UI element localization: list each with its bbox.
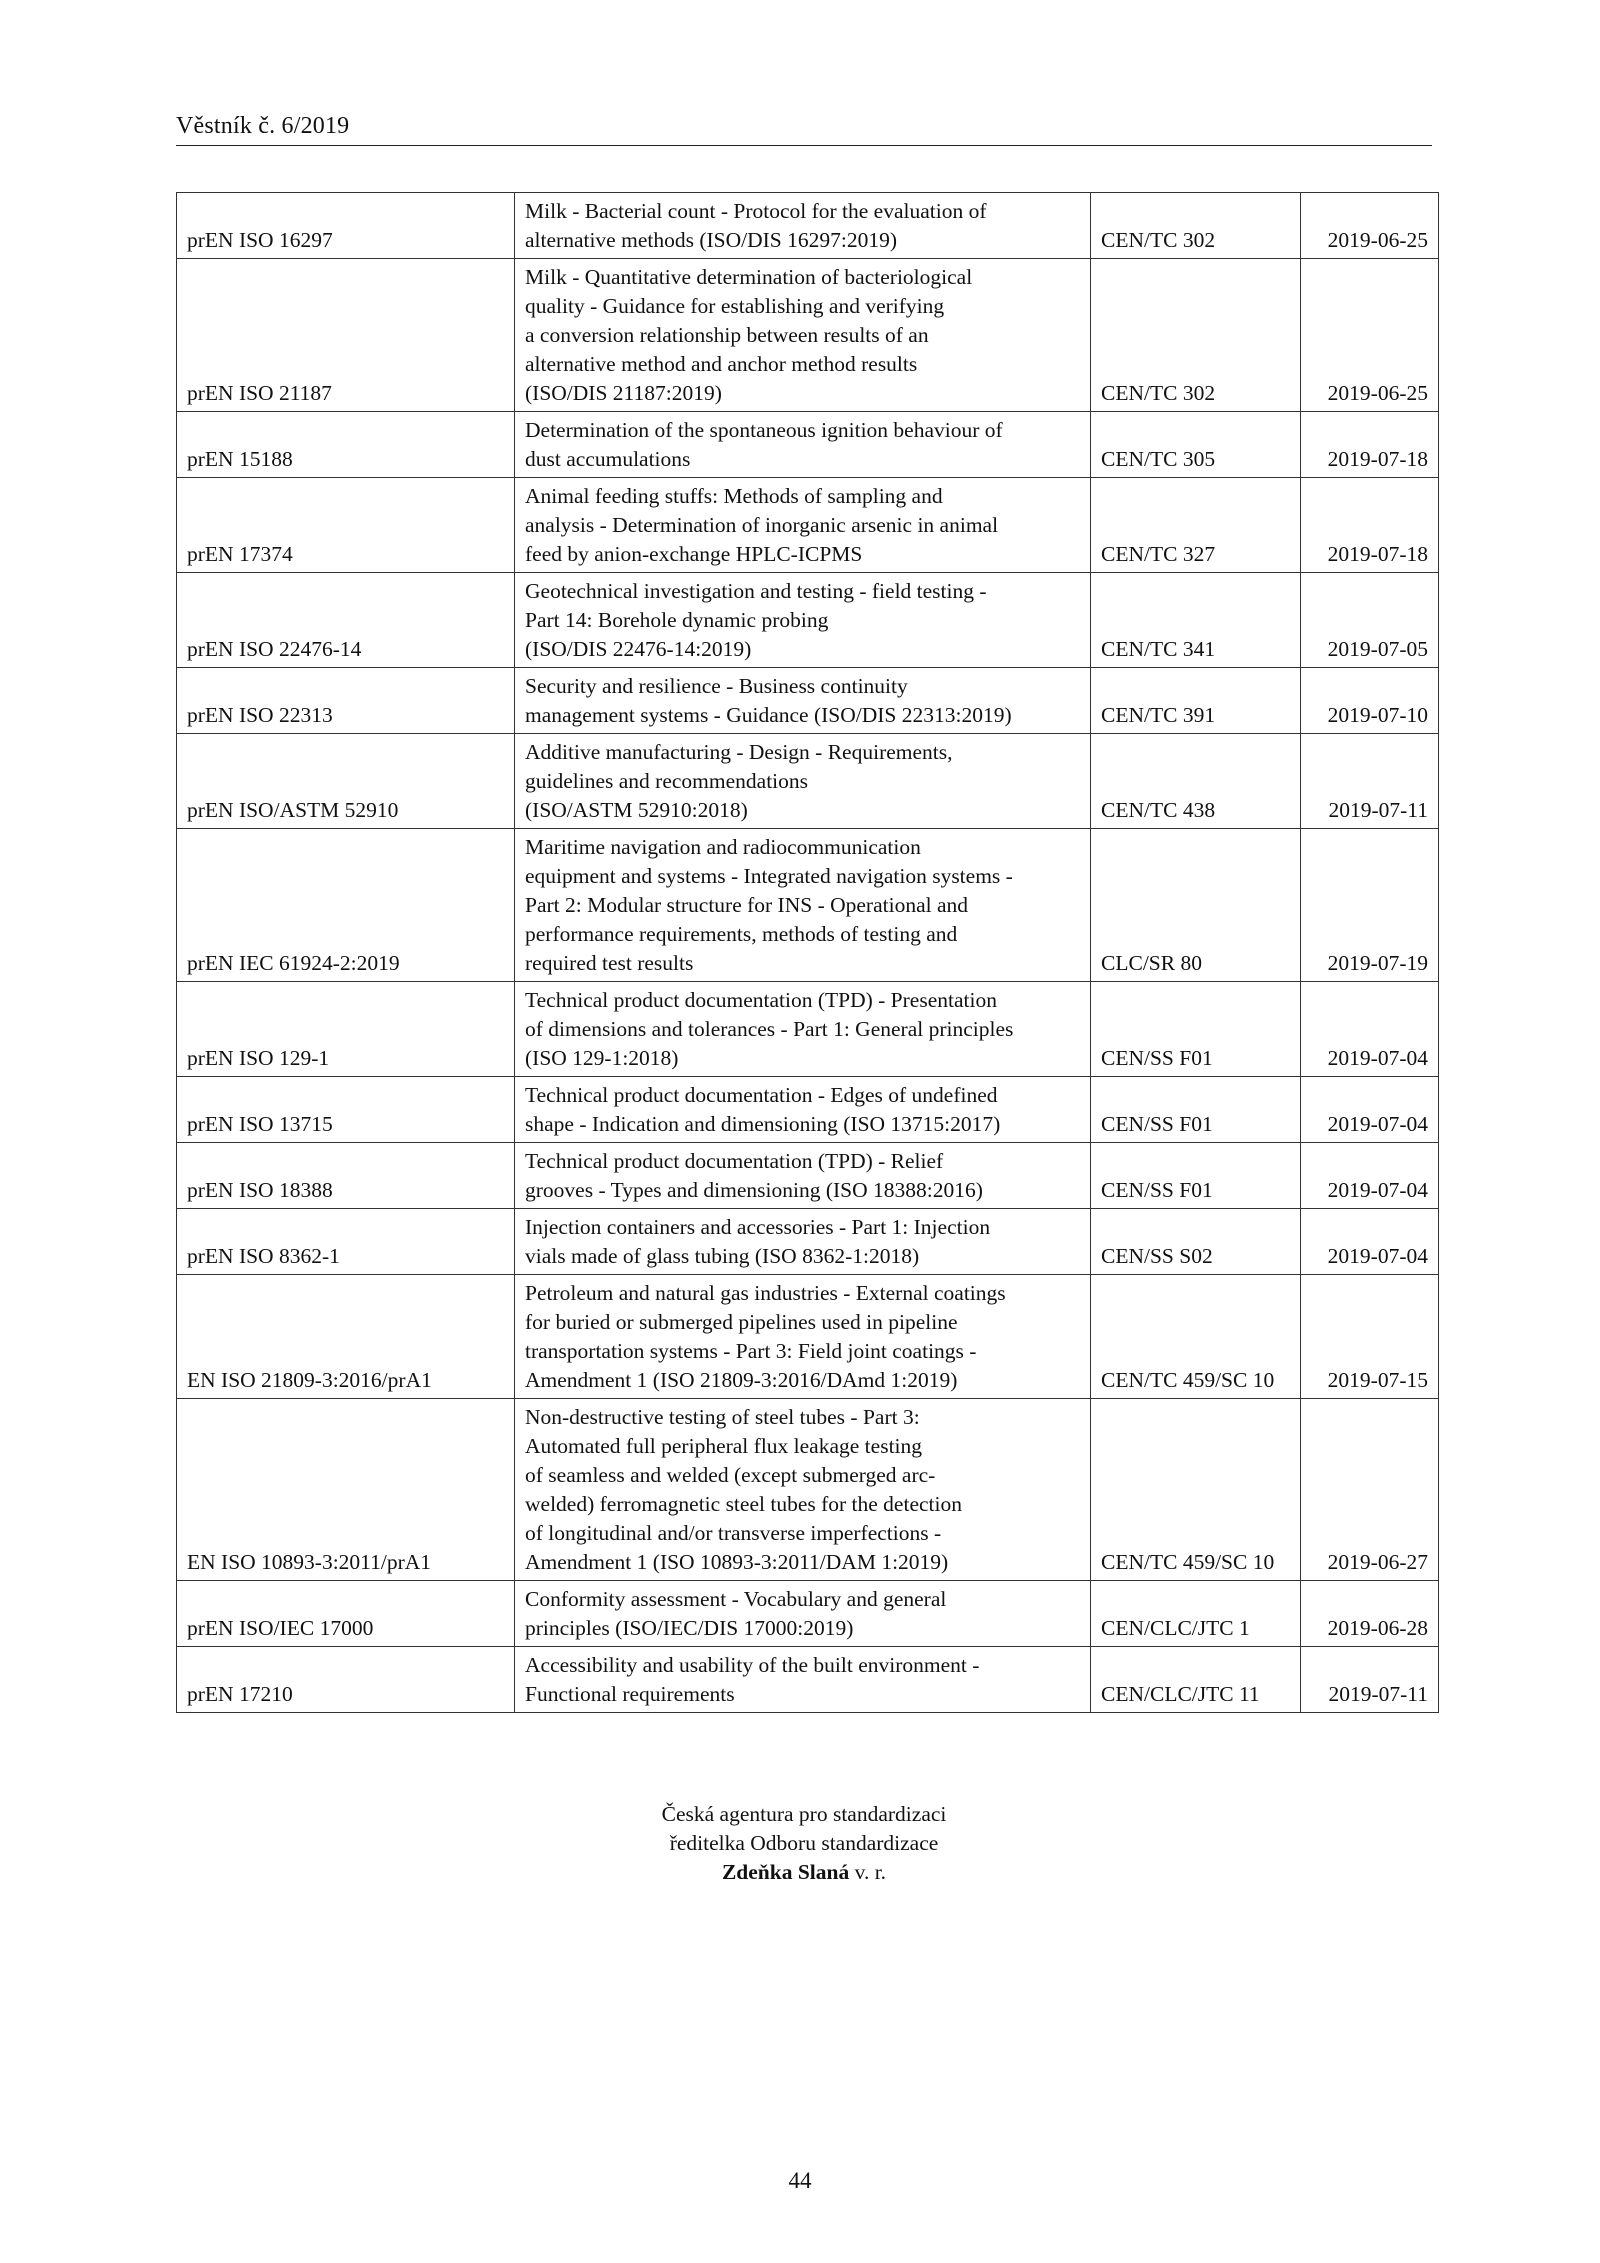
standard-title-line: analysis - Determination of inorganic arsenic in animal bbox=[525, 513, 999, 537]
table-row bbox=[177, 982, 1439, 1077]
table-row bbox=[177, 1209, 1439, 1275]
table-row bbox=[177, 1077, 1439, 1143]
standard-title-line: of dimensions and tolerances - Part 1: General principles bbox=[525, 1017, 1014, 1041]
table-row bbox=[177, 478, 1439, 573]
technical-committee: CEN/TC 459/SC 10 bbox=[1091, 1399, 1301, 1581]
technical-committee: CEN/TC 305 bbox=[1091, 412, 1301, 478]
technical-committee: CLC/SR 80 bbox=[1091, 829, 1301, 982]
standard-title-line: Milk - Quantitative determination of bacteriological bbox=[525, 265, 973, 289]
standard-code: prEN ISO/ASTM 52910 bbox=[177, 734, 515, 829]
standard-title bbox=[515, 1275, 1091, 1399]
standard-title-line: feed by anion-exchange HPLC-ICPMS bbox=[525, 542, 863, 566]
standard-title-line: of seamless and welded (except submerged arc- bbox=[525, 1463, 936, 1487]
standard-title bbox=[515, 1647, 1091, 1713]
standard-code: prEN ISO 21187 bbox=[177, 259, 515, 412]
standard-title-line: Part 14: Borehole dynamic probing bbox=[525, 608, 829, 632]
standard-title bbox=[515, 734, 1091, 829]
standard-title bbox=[515, 573, 1091, 668]
standard-title-line: Animal feeding stuffs: Methods of sampling and bbox=[525, 484, 943, 508]
signature-name: Zdeňka Slaná bbox=[721, 1860, 850, 1884]
table-row bbox=[177, 1275, 1439, 1399]
standard-title-line: Part 2: Modular structure for INS - Operational and bbox=[525, 893, 969, 917]
standard-title-line: Technical product documentation (TPD) - Relief bbox=[525, 1149, 944, 1173]
standard-title bbox=[515, 193, 1091, 259]
standard-title bbox=[515, 668, 1091, 734]
standard-title-line: welded) ferromagnetic steel tubes for the detection bbox=[525, 1492, 962, 1516]
standard-title-line: Accessibility and usability of the built environment - bbox=[525, 1653, 980, 1677]
standard-title-line: of longitudinal and/or transverse imperfections - bbox=[525, 1521, 942, 1545]
standards-table-body bbox=[177, 193, 1439, 1713]
table-row bbox=[177, 1399, 1439, 1581]
standard-title-line: Non-destructive testing of steel tubes - Part 3: bbox=[525, 1405, 920, 1429]
standard-title-line: alternative methods (ISO/DIS 16297:2019) bbox=[525, 228, 898, 252]
standard-code: prEN ISO/IEC 17000 bbox=[177, 1581, 515, 1647]
deadline-date: 2019-07-04 bbox=[1301, 1077, 1439, 1143]
deadline-date: 2019-07-11 bbox=[1301, 734, 1439, 829]
standard-title-line: alternative method and anchor method results bbox=[525, 352, 918, 376]
deadline-date: 2019-07-18 bbox=[1301, 412, 1439, 478]
technical-committee: CEN/TC 438 bbox=[1091, 734, 1301, 829]
deadline-date: 2019-07-18 bbox=[1301, 478, 1439, 573]
standard-code: prEN ISO 129-1 bbox=[177, 982, 515, 1077]
table-row bbox=[177, 1647, 1439, 1713]
technical-committee: CEN/TC 327 bbox=[1091, 478, 1301, 573]
table-row bbox=[177, 412, 1439, 478]
standard-title-line: Automated full peripheral flux leakage testing bbox=[525, 1434, 923, 1458]
technical-committee: CEN/TC 302 bbox=[1091, 193, 1301, 259]
standard-title-line: Determination of the spontaneous ignition behaviour of bbox=[525, 418, 1003, 442]
standard-title-line: Geotechnical investigation and testing - field testing - bbox=[525, 579, 987, 603]
standard-title-line: Milk - Bacterial count - Protocol for the evaluation of bbox=[525, 199, 987, 223]
table-row bbox=[177, 668, 1439, 734]
standard-title bbox=[515, 259, 1091, 412]
technical-committee: CEN/TC 391 bbox=[1091, 668, 1301, 734]
standard-title-line: Amendment 1 (ISO 10893-3:2011/DAM 1:2019) bbox=[525, 1550, 949, 1574]
standard-code: prEN 17210 bbox=[177, 1647, 515, 1713]
standard-title-line: (ISO/ASTM 52910:2018) bbox=[525, 798, 748, 822]
technical-committee: CEN/TC 341 bbox=[1091, 573, 1301, 668]
table-row bbox=[177, 1581, 1439, 1647]
standard-code: prEN ISO 16297 bbox=[177, 193, 515, 259]
deadline-date: 2019-07-15 bbox=[1301, 1275, 1439, 1399]
table-row bbox=[177, 829, 1439, 982]
standard-title-line: Petroleum and natural gas industries - External coatings bbox=[525, 1281, 1006, 1305]
standard-title-line: transportation systems - Part 3: Field joint coatings - bbox=[525, 1339, 977, 1363]
standard-title-line: shape - Indication and dimensioning (ISO 13715:2017) bbox=[525, 1112, 1001, 1136]
standard-title-line: grooves - Types and dimensioning (ISO 18388:2016) bbox=[525, 1178, 983, 1202]
technical-committee: CEN/SS F01 bbox=[1091, 1143, 1301, 1209]
deadline-date: 2019-06-25 bbox=[1301, 259, 1439, 412]
standard-title bbox=[515, 982, 1091, 1077]
signature-block bbox=[176, 1800, 1432, 1887]
signature-role: ředitelka Odboru standardizace bbox=[669, 1831, 939, 1855]
standard-title-line: Technical product documentation - Edges of undefined bbox=[525, 1083, 998, 1107]
standards-table bbox=[176, 192, 1439, 1713]
standard-title-line: (ISO 129-1:2018) bbox=[525, 1046, 679, 1070]
signature-agency: Česká agentura pro standardizaci bbox=[661, 1802, 947, 1826]
standard-title-line: vials made of glass tubing (ISO 8362-1:2018) bbox=[525, 1244, 920, 1268]
standard-title-line: (ISO/DIS 21187:2019) bbox=[525, 381, 722, 405]
deadline-date: 2019-07-05 bbox=[1301, 573, 1439, 668]
standard-code: prEN ISO 18388 bbox=[177, 1143, 515, 1209]
standard-code: EN ISO 21809-3:2016/prA1 bbox=[177, 1275, 515, 1399]
standard-title-line: dust accumulations bbox=[525, 447, 691, 471]
standard-title-line: for buried or submerged pipelines used in pipeline bbox=[525, 1310, 958, 1334]
standard-code: prEN 15188 bbox=[177, 412, 515, 478]
standard-title-line: principles (ISO/IEC/DIS 17000:2019) bbox=[525, 1616, 854, 1640]
standard-title bbox=[515, 1581, 1091, 1647]
deadline-date: 2019-07-11 bbox=[1301, 1647, 1439, 1713]
standard-code: prEN ISO 8362-1 bbox=[177, 1209, 515, 1275]
standard-title-line: Additive manufacturing - Design - Requirements, bbox=[525, 740, 953, 764]
standard-title-line: required test results bbox=[525, 951, 694, 975]
table-row bbox=[177, 573, 1439, 668]
standard-code: prEN 17374 bbox=[177, 478, 515, 573]
standard-code: prEN ISO 13715 bbox=[177, 1077, 515, 1143]
table-row bbox=[177, 193, 1439, 259]
deadline-date: 2019-07-04 bbox=[1301, 1209, 1439, 1275]
standard-title bbox=[515, 412, 1091, 478]
standard-code: prEN ISO 22476-14 bbox=[177, 573, 515, 668]
technical-committee: CEN/SS F01 bbox=[1091, 982, 1301, 1077]
signature-suffix: v. r. bbox=[849, 1860, 887, 1884]
standard-title-line: performance requirements, methods of testing and bbox=[525, 922, 958, 946]
standard-title-line: Security and resilience - Business continuity bbox=[525, 674, 908, 698]
standard-title-line: Maritime navigation and radiocommunication bbox=[525, 835, 921, 859]
standard-title-line: Technical product documentation (TPD) - Presentation bbox=[525, 988, 997, 1012]
technical-committee: CEN/SS S02 bbox=[1091, 1209, 1301, 1275]
header-title: Věstník č. 6/2019 bbox=[176, 113, 350, 139]
technical-committee: CEN/CLC/JTC 1 bbox=[1091, 1581, 1301, 1647]
deadline-date: 2019-07-04 bbox=[1301, 1143, 1439, 1209]
standard-code: prEN IEC 61924-2:2019 bbox=[177, 829, 515, 982]
deadline-date: 2019-06-27 bbox=[1301, 1399, 1439, 1581]
standard-title bbox=[515, 478, 1091, 573]
standard-title-line: a conversion relationship between results of an bbox=[525, 323, 929, 347]
table-row bbox=[177, 1143, 1439, 1209]
technical-committee: CEN/CLC/JTC 11 bbox=[1091, 1647, 1301, 1713]
standard-title-line: quality - Guidance for establishing and verifying bbox=[525, 294, 945, 318]
technical-committee: CEN/SS F01 bbox=[1091, 1077, 1301, 1143]
standard-code: EN ISO 10893-3:2011/prA1 bbox=[177, 1399, 515, 1581]
technical-committee: CEN/TC 302 bbox=[1091, 259, 1301, 412]
deadline-date: 2019-07-10 bbox=[1301, 668, 1439, 734]
page-header bbox=[176, 114, 1432, 146]
standard-code: prEN ISO 22313 bbox=[177, 668, 515, 734]
deadline-date: 2019-07-04 bbox=[1301, 982, 1439, 1077]
page-number: 44 bbox=[788, 2168, 812, 2193]
deadline-date: 2019-06-28 bbox=[1301, 1581, 1439, 1647]
standard-title bbox=[515, 1077, 1091, 1143]
deadline-date: 2019-07-19 bbox=[1301, 829, 1439, 982]
standard-title-line: (ISO/DIS 22476-14:2019) bbox=[525, 637, 752, 661]
deadline-date: 2019-06-25 bbox=[1301, 193, 1439, 259]
table-row bbox=[177, 734, 1439, 829]
technical-committee: CEN/TC 459/SC 10 bbox=[1091, 1275, 1301, 1399]
standard-title-line: guidelines and recommendations bbox=[525, 769, 809, 793]
signature-name-line bbox=[176, 1858, 1432, 1887]
standard-title-line: equipment and systems - Integrated navigation systems - bbox=[525, 864, 1013, 888]
standard-title-line: Functional requirements bbox=[525, 1682, 735, 1706]
standard-title-line: Injection containers and accessories - Part 1: Injection bbox=[525, 1215, 991, 1239]
standard-title bbox=[515, 1209, 1091, 1275]
standard-title-line: Amendment 1 (ISO 21809-3:2016/DAmd 1:2019) bbox=[525, 1368, 958, 1392]
table-row bbox=[177, 259, 1439, 412]
standard-title bbox=[515, 829, 1091, 982]
standard-title-line: management systems - Guidance (ISO/DIS 22313:2019) bbox=[525, 703, 1012, 727]
standard-title bbox=[515, 1399, 1091, 1581]
standard-title-line: Conformity assessment - Vocabulary and general bbox=[525, 1587, 947, 1611]
standard-title bbox=[515, 1143, 1091, 1209]
